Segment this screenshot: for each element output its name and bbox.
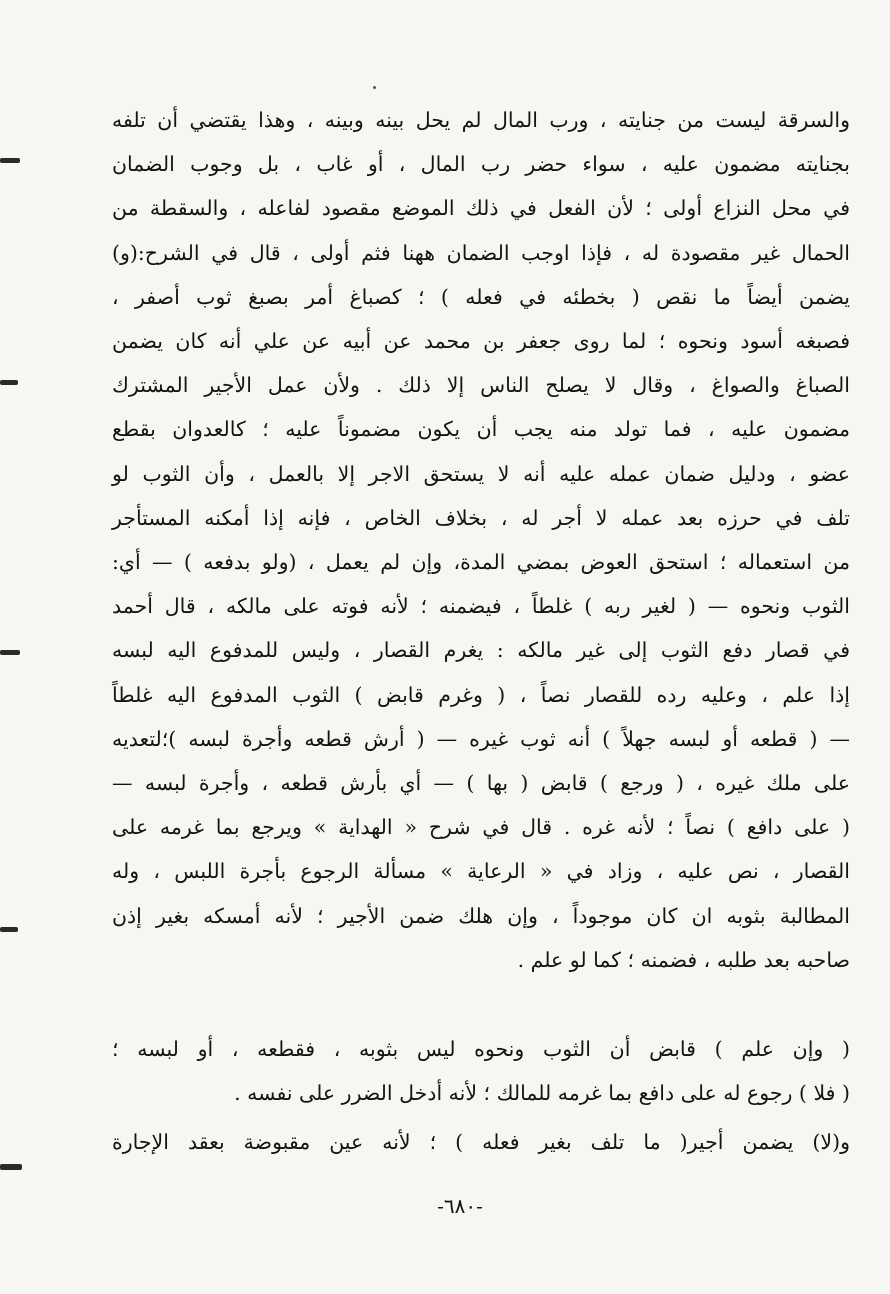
text-line: يضمن أيضاً ما نقص ( بخطئه في فعله ) ؛ كصباغ أمر بصبغ ثوب أصفر ، — [112, 284, 850, 309]
margin-mark — [0, 927, 18, 932]
text-line: عضو ، ودليل ضمان عمله عليه أنه لا يستحق الاجر إلا بالعمل ، وأن الثوب لو — [112, 461, 850, 486]
text-line: في قصار دفع الثوب إلى غير مالكه : يغرم القصار ، وليس للمدفوع اليه لبسه — [112, 638, 850, 663]
text-line: والسرقة ليست من جنايته ، ورب المال لم يحل بينه وبينه ، وهذا يقتضي أن تلفه — [112, 108, 850, 132]
text-line: على ملك غيره ، ( ورجع ) قابض ( بها ) — أي بأرش قطعه ، وأجرة لبسه — — [112, 771, 850, 796]
text-line: في محل النزاع أولى ؛ لأن الفعل في ذلك الموضع مقصود لفاعله ، والسقطة من — [112, 196, 850, 221]
margin-mark — [0, 380, 18, 385]
margin-mark — [0, 158, 20, 163]
paragraph-main — [112, 98, 850, 982]
margin-mark — [0, 1164, 22, 1170]
text-line: مضمون عليه ، فما تولد منه يجب أن يكون مضموناً عليه ؛ كالعدوان بقطع — [112, 417, 850, 442]
page-number: -٦٨٠- — [437, 1194, 483, 1218]
speck — [373, 86, 376, 89]
text-line: ( وإن علم ) قابض أن الثوب ونحوه ليس بثوبه ، فقطعه ، أو لبسه ؛ — [112, 1037, 850, 1061]
text-line: إذا علم ، وعليه رده للقصار نصاً ، ( وغرم قابض ) الثوب المدفوع اليه غلطاً — [112, 682, 850, 707]
margin-mark — [0, 650, 20, 655]
text-line: فصبغه أسود ونحوه ؛ لما روى جعفر بن محمد عن أبيه عن علي أنه كان يضمن — [112, 329, 850, 354]
text-line: بجنايته مضمون عليه ، سواء حضر رب المال ، أو غاب ، بل وجوب الضمان — [112, 152, 850, 177]
text-line: و(لا) يضمن أجير( ما تلف بغير فعله ) ؛ لأنه عين مقبوضة بعقد الإجارة — [112, 1130, 850, 1154]
text-line: — ( قطعه أو لبسه جهلاً ) أنه ثوب غيره — ( أرش قطعه وأجرة لبسه )؛لتعديه — [112, 726, 850, 751]
paragraph-2 — [112, 1120, 850, 1164]
text-line: الثوب ونحوه — ( لغير ربه ) غلطاً ، فيضمنه ؛ لأنه فوته على مالكه ، قال أحمد — [112, 594, 850, 619]
text-line: المطالبة بثوبه ان كان موجوداً ، وإن هلك ضمن الأجير ؛ لأنه أمسكه بغير إذن — [112, 903, 850, 928]
text-line: صاحبه بعد طلبه ، فضمنه ؛ كما لو علم . — [517, 947, 850, 972]
text-line: ( على دافع ) نصاً ؛ لأنه غره . قال في شرح « الهداية » ويرجع بما غرمه على — [112, 815, 850, 840]
text-line: الحمال غير مقصودة له ، فإذا اوجب الضمان ههنا فثم أولى ، قال في الشرح:(و) — [112, 240, 850, 265]
text-line: تلف في حرزه بعد عمله لا أجر له ، بخلاف الخاص ، فإنه إذا أمكنه المستأجر — [112, 505, 850, 530]
text-line: القصار ، نص عليه ، وزاد في « الرعاية » مسألة الرجوع بأجرة اللبس ، وله — [112, 859, 850, 884]
text-line: من استعماله ؛ استحق العوض بمضي المدة، وإن لم يعمل ، (ولو بدفعه ) — أي: — [112, 550, 850, 575]
text-line: الصباغ والصواغ ، وقال لا يصلح الناس إلا ذلك . ولأن عمل الأجير المشترك — [112, 373, 850, 398]
paragraph-1 — [112, 1027, 850, 1115]
text-line: ( فلا ) رجوع له على دافع بما غرمه للمالك ؛ لأنه أدخل الضرر على نفسه . — [234, 1081, 850, 1106]
